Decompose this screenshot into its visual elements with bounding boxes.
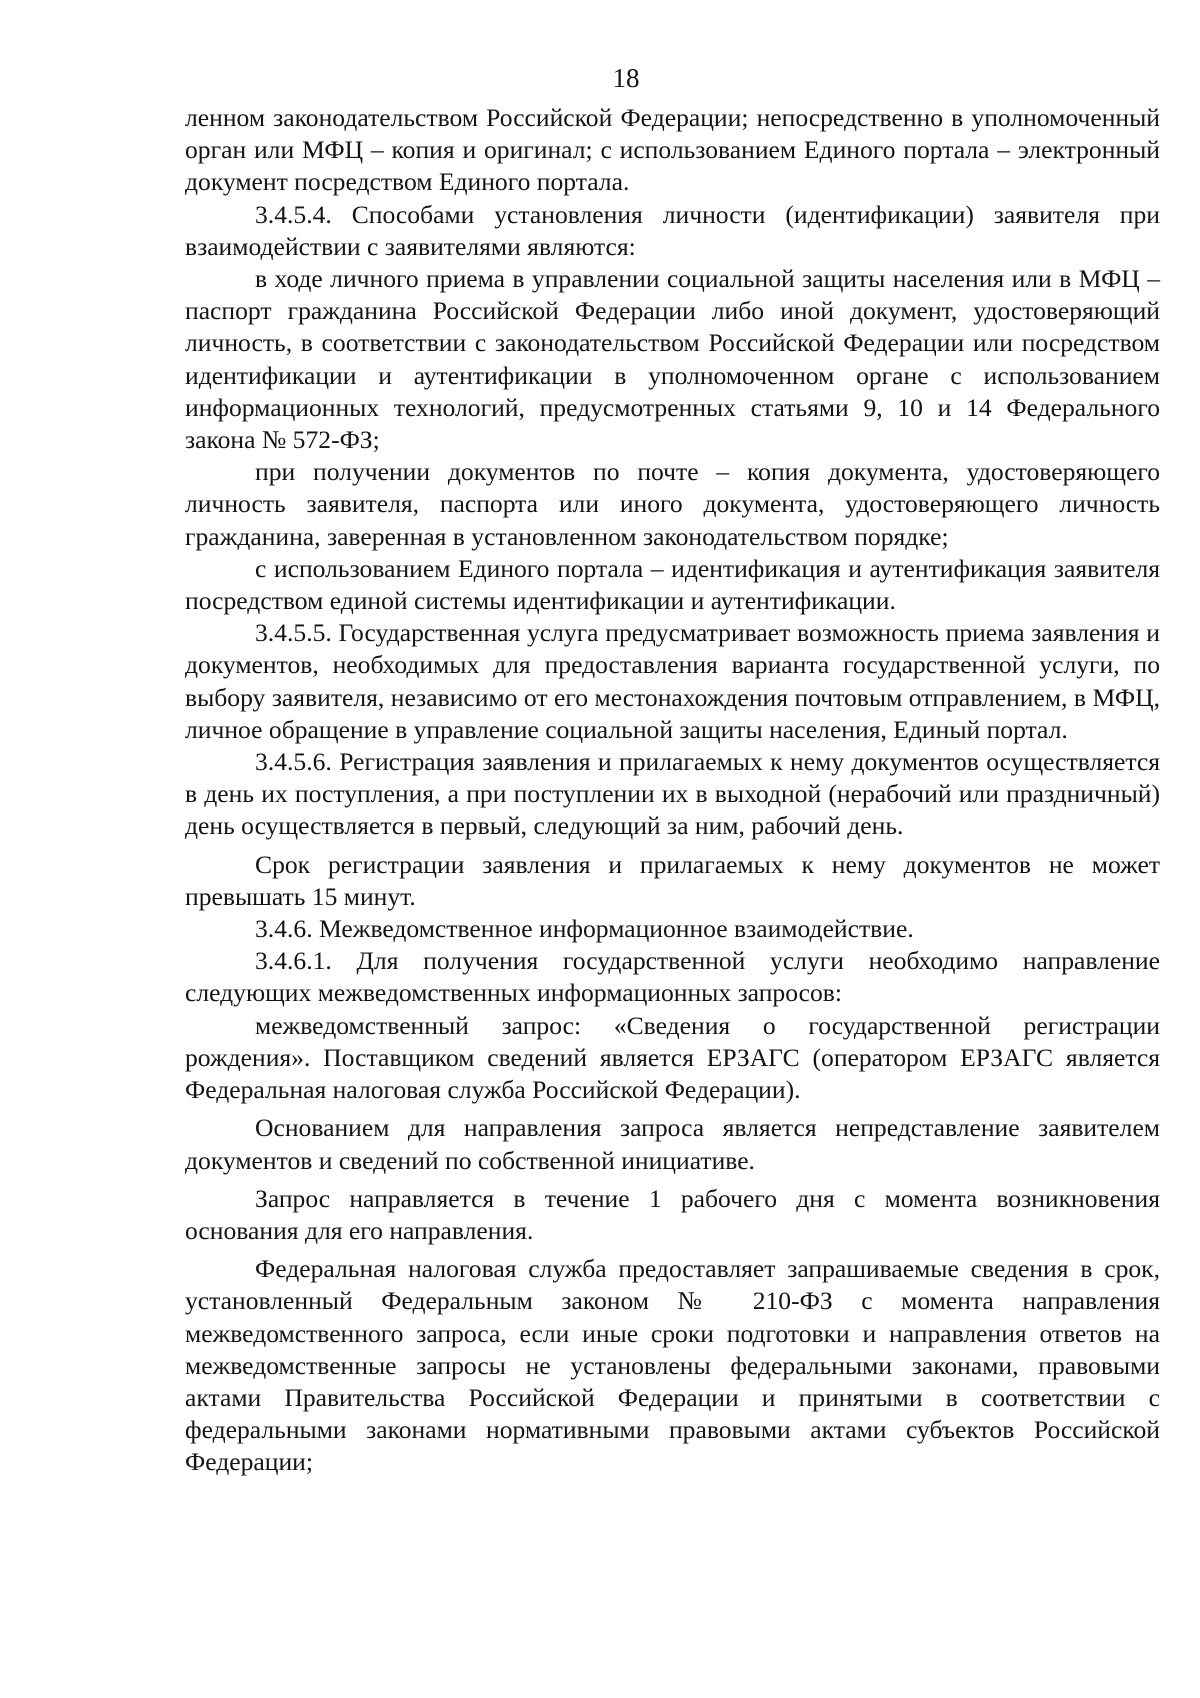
paragraph-3: в ходе личного приема в управлении социальной защиты населения или в МФЦ – паспорт гражданина Российской Федерации либо иной документ, удостоверяющий личность, в соответствии с законодательством Российской Федерации или посредством идентификации и аутентификации в уполномоченном органе с использованием информационных технологий, предусмотренных статьями 9, 10 и 14 Федерального закона № 572-ФЗ; bbox=[185, 264, 1160, 455]
paragraph-8: Срок регистрации заявления и прилагаемых к нему документов не может превышать 15 минут. bbox=[185, 849, 1160, 911]
paragraph-11: межведомственный запрос: «Сведения о государственной регистрации рождения». Поставщиком сведений является ЕРЗАГС (оператором ЕРЗАГС является Федеральная налоговая служба Российской Федерации). bbox=[185, 1010, 1160, 1105]
paragraph-10: 3.4.6.1. Для получения государственной услуги необходимо направление следующих межведомственных информационных запросов: bbox=[185, 946, 1160, 1008]
paragraph-14: Федеральная налоговая служба предоставляет запрашиваемые сведения в срок, установленный Федеральным законом № 210-ФЗ с момента направления межведомственного запроса, если иные сроки подготовки и направления ответов на межведомственные запросы не установлены федеральными законами, правовыми актами Правительства Российской Федерации и принятыми в соответствии с федеральными законами нормативными правовыми актами субъектов Российской Федерации; bbox=[185, 1254, 1160, 1477]
paragraph-5: с использованием Единого портала – идентификация и аутентификация заявителя посредством единой системы идентификации и аутентификации. bbox=[185, 553, 1160, 616]
document-body bbox=[185, 102, 1160, 1479]
paragraph-4: при получении документов по почте – копия документа, удостоверяющего личность заявителя, паспорта или иного документа, удостоверяющего личность гражданина, заверенная в установленном законодательством порядке; bbox=[185, 457, 1160, 551]
paragraph-6: 3.4.5.5. Государственная услуга предусматривает возможность приема заявления и документов, необходимых для предоставления варианта государственной услуги, по выбору заявителя, независимо от его местонахождения почтовым отправлением, в МФЦ, личное обращение в управление социальной защиты населения, Единый портал. bbox=[185, 618, 1160, 744]
paragraph-7: 3.4.5.6. Регистрация заявления и прилагаемых к нему документов осуществляется в день их поступления, а при поступлении их в выходной (нерабочий или праздничный) день осуществляется в первый, следующий за ним, рабочий день. bbox=[185, 747, 1160, 841]
page-number: 18 bbox=[612, 63, 640, 93]
paragraph-13: Запрос направляется в течение 1 рабочего дня с момента возникновения основания для его направления. bbox=[185, 1183, 1160, 1245]
paragraph-9: 3.4.6. Межведомственное информационное взаимодействие. bbox=[255, 914, 914, 944]
paragraph-2: 3.4.5.4. Способами установления личности (идентификации) заявителя при взаимодействии с заявителями являются: bbox=[185, 199, 1160, 261]
paragraph-1: ленном законодательством Российской Федерации; непосредственно в уполномоченный орган или МФЦ – копия и оригинал; с использованием Единого портала – электронный документ посредством Единого портала. bbox=[185, 103, 1160, 197]
paragraph-12: Основанием для направления запроса является непредставление заявителем документов и сведений по собственной инициативе. bbox=[185, 1113, 1160, 1175]
